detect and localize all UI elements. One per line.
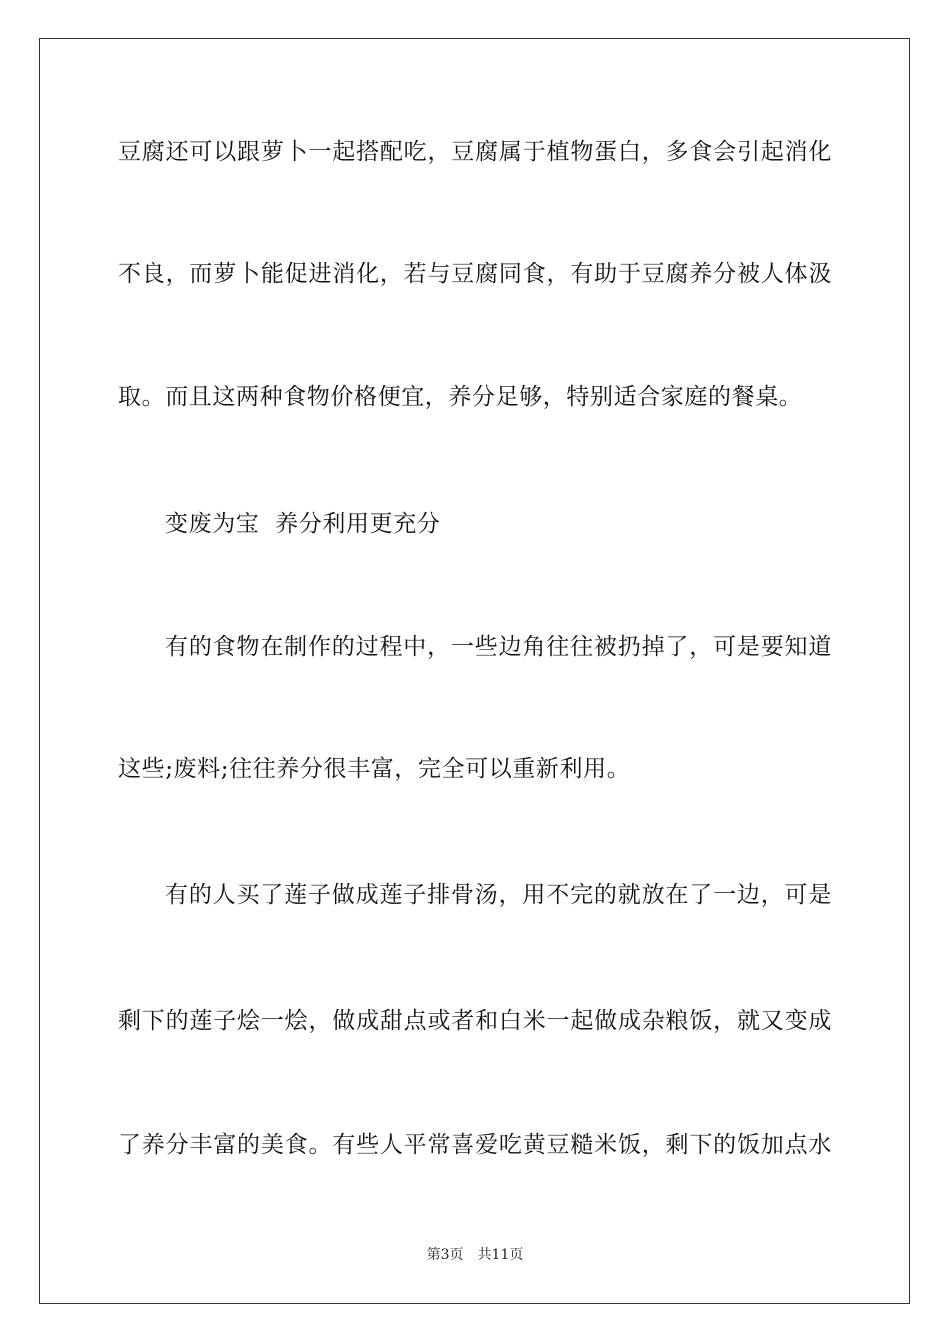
section-heading: 变废为宝 养分利用更充分 — [165, 511, 441, 537]
page-footer — [0, 1246, 950, 1264]
paragraph-line-6: 有的人买了莲子做成莲子排骨汤，用不完的就放在了一边，可是 — [165, 882, 832, 908]
page-border — [39, 38, 910, 1304]
paragraph-line-1: 豆腐还可以跟萝卜一起搭配吃，豆腐属于植物蛋白，多食会引起消化 — [118, 139, 832, 165]
paragraph-line-4: 有的食物在制作的过程中，一些边角往往被扔掉了，可是要知道 — [165, 634, 832, 660]
paragraph-line-2: 不良，而萝卜能促进消化，若与豆腐同食，有助于豆腐养分被人体汲 — [118, 261, 832, 287]
page-total: 共11页 — [477, 1247, 524, 1263]
paragraph-line-5: 这些;废料;往往养分很丰富，完全可以重新利用。 — [118, 756, 631, 782]
paragraph-line-7: 剩下的莲子烩一烩，做成甜点或者和白米一起做成杂粮饭，就又变成 — [118, 1008, 832, 1034]
paragraph-line-3: 取。而且这两种食物价格便宜，养分足够，特别适合家庭的餐桌。 — [118, 384, 803, 410]
page-number: 第3页 — [426, 1247, 464, 1263]
paragraph-line-8: 了养分丰富的美食。有些人平常喜爱吃黄豆糙米饭，剩下的饭加点水 — [118, 1132, 832, 1158]
